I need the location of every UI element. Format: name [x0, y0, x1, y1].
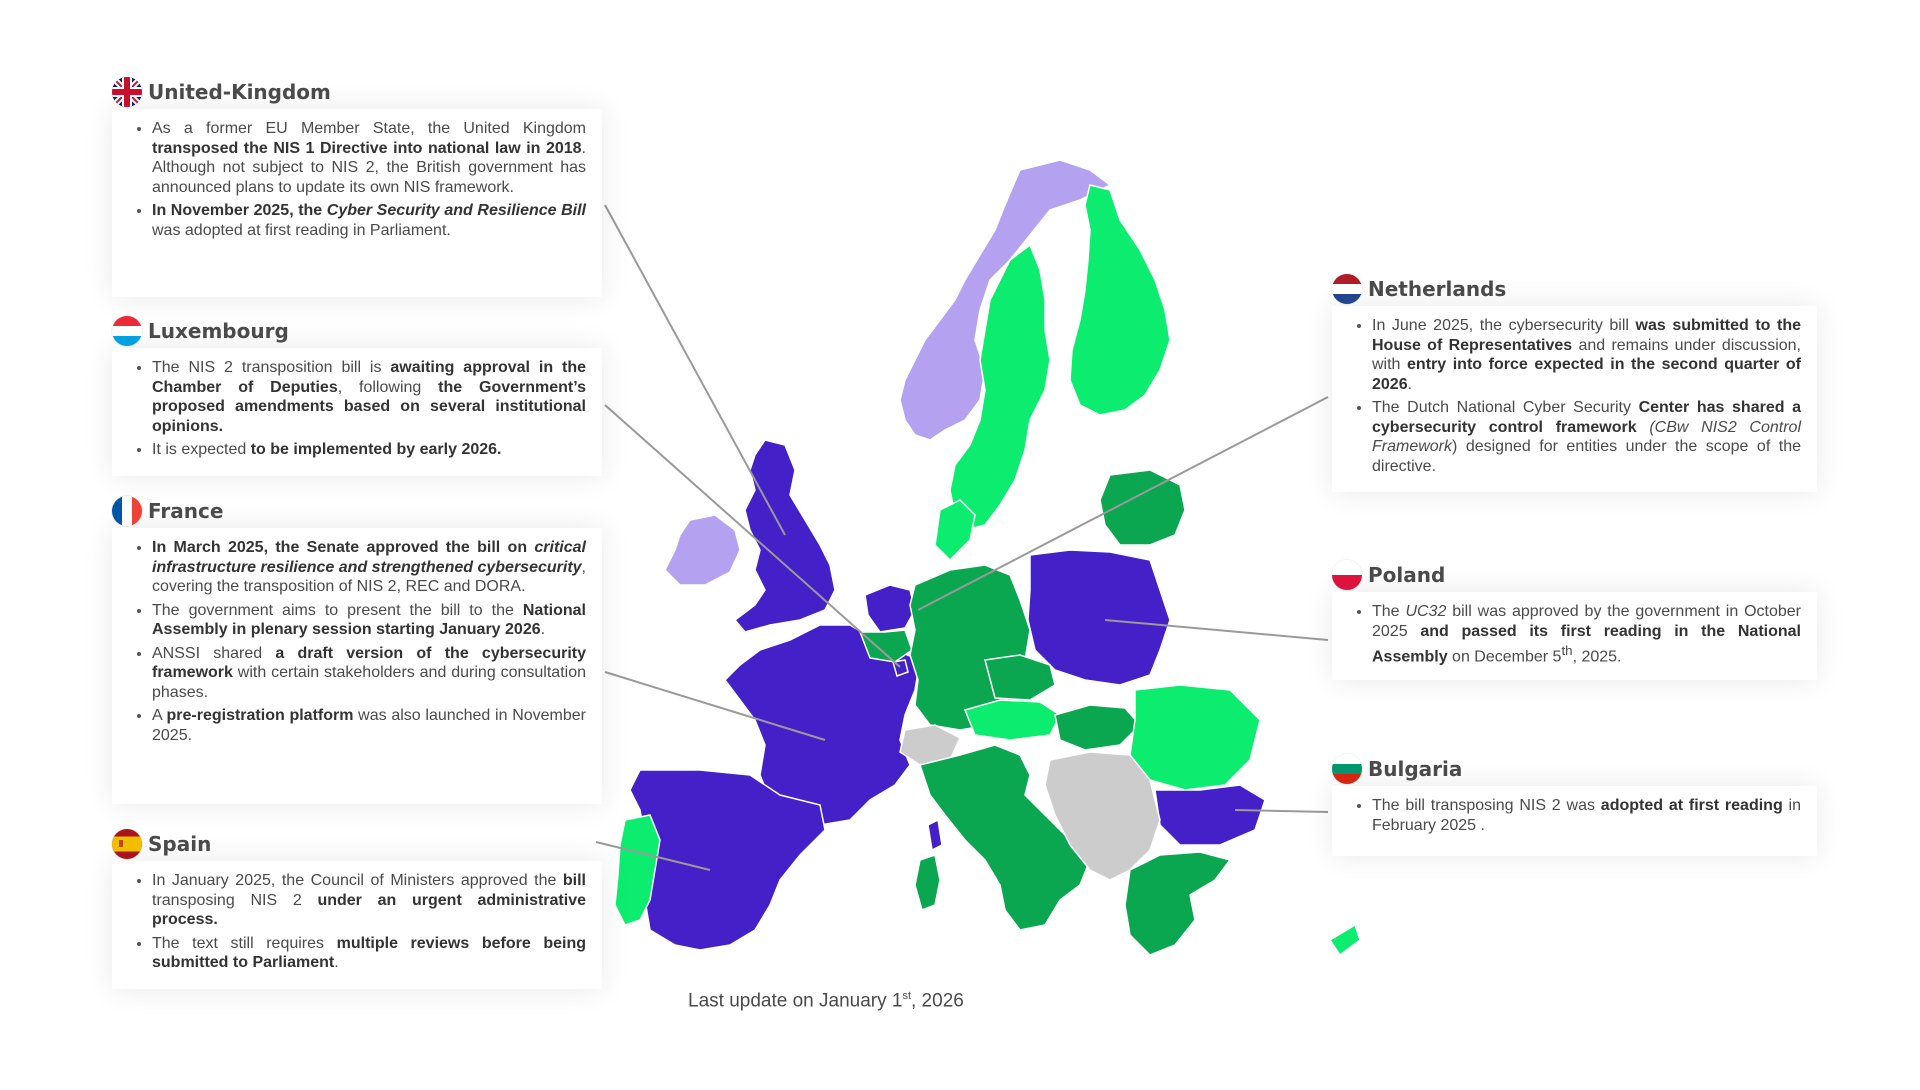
- bullet-text-run: the Government’s proposed amendments based on several institutional opinions.: [152, 378, 587, 435]
- bullet-text-run: , following: [337, 378, 439, 396]
- panel-title: Spain: [148, 832, 212, 856]
- bullet-text-run: awaiting approval in the Chamber of Deputies: [152, 359, 587, 396]
- bullet-item: [152, 440, 586, 460]
- footnote-prefix: Last update on January 1: [688, 990, 903, 1012]
- bullet-text-run: th: [1561, 643, 1573, 658]
- poland-flag-icon: [1332, 560, 1362, 590]
- panel-header: [1332, 558, 1817, 592]
- bullet-item: [152, 538, 586, 597]
- footnote-suffix: , 2026: [911, 990, 964, 1012]
- bullet-text-run: and remains under discussion, with: [1372, 336, 1801, 373]
- panel-header: [112, 75, 602, 109]
- bullet-item: [152, 358, 586, 436]
- bullet-text-run: As a former EU Member State, the United Kingdom: [152, 120, 586, 137]
- bullet-text-run: The bill transposing NIS 2 was: [1372, 797, 1601, 814]
- bullet-text-run: bill was approved by the government in October 2025: [1372, 603, 1802, 640]
- panel-title: Luxembourg: [148, 319, 289, 343]
- panel-card: [1332, 786, 1817, 856]
- bullet-item: [152, 644, 586, 703]
- bullet-text-run: transposed the NIS 1 Directive into national law in 2018: [152, 139, 582, 157]
- bullet-text-run: The: [1372, 603, 1406, 620]
- panel-bulgaria: [1332, 752, 1817, 856]
- panel-header: [112, 314, 602, 348]
- bullet-text-run: . Although not subject to NIS 2, the British government has announced plans to update its own NIS framework.: [152, 139, 586, 196]
- panel-header: [112, 494, 602, 528]
- panel-card: [112, 861, 602, 989]
- bullet-text-run: multiple reviews before being submitted to Parliament: [152, 934, 586, 971]
- bullet-text-run: The Dutch National Cyber Security: [1372, 399, 1639, 416]
- panel-card: [1332, 306, 1817, 492]
- bullet-text-run: to be implemented by early 2026.: [250, 441, 502, 458]
- bullet-item: [152, 934, 586, 973]
- bullet-text-run: The government aims to present the bill to the: [152, 601, 523, 619]
- map-region-cyprus: [1330, 925, 1360, 955]
- map-region-finland: [1070, 185, 1170, 415]
- bullet-item: [152, 601, 586, 640]
- panel-header: [1332, 272, 1817, 306]
- bullet-text-run: a draft version of the cybersecurity framework: [152, 644, 586, 681]
- bullet-text-run: adopted at first reading: [1600, 797, 1783, 814]
- footnote-sup: st: [902, 990, 911, 1002]
- spain-flag-icon: [112, 829, 142, 859]
- map-region-greece: [1125, 852, 1230, 955]
- panel-title: France: [148, 499, 224, 523]
- bullet-text-run: The text still requires: [152, 934, 337, 952]
- bullet-list: [1348, 316, 1801, 476]
- bullet-text-run: In November 2025, the: [152, 202, 327, 219]
- bullet-text-run: .: [334, 954, 339, 971]
- last-update-note: [688, 990, 964, 1012]
- bullet-text-run: [1637, 419, 1650, 436]
- map-region-bulgaria: [1155, 785, 1265, 845]
- bullet-item: [152, 871, 586, 930]
- bullet-text-run: pre-registration platform: [166, 707, 354, 724]
- bullet-item: [1372, 602, 1801, 667]
- bullet-list: [128, 358, 586, 460]
- map-region-austria: [965, 700, 1060, 740]
- bullet-item: [152, 119, 586, 197]
- panel-card: [1332, 592, 1817, 680]
- bullet-text-run: ) designed for entities under the scope of the directive.: [1372, 438, 1801, 475]
- panel-header: [112, 827, 602, 861]
- bullet-item: [1372, 316, 1801, 394]
- panel-title: United-Kingdom: [148, 80, 331, 104]
- bullet-text-run: , covering the transposition of NIS 2, REC and DORA.: [152, 558, 586, 595]
- panel-title: Netherlands: [1368, 277, 1507, 301]
- bullet-text-run: In March 2025, the Senate approved the bill on: [152, 539, 535, 556]
- bullet-text-run: on December 5: [1447, 648, 1562, 666]
- map-region-ireland: [665, 515, 740, 585]
- bullet-list: [1348, 602, 1801, 667]
- bullet-text-run: transposing NIS 2: [152, 891, 318, 909]
- bullet-list: [1348, 796, 1801, 835]
- map-region-czechia: [985, 655, 1055, 700]
- map-regions: [615, 160, 1360, 955]
- bullet-text-run: .: [540, 621, 546, 638]
- panel-france: [112, 494, 602, 804]
- bullet-item: [152, 201, 586, 240]
- bullet-text-run: with certain stakeholders and during consultation phases.: [152, 664, 586, 701]
- panel-card: [112, 528, 602, 804]
- bullet-text-run: critical infrastructure resilience and strengthened cybersecurity: [152, 539, 586, 576]
- map-region-netherlands: [865, 585, 915, 632]
- panel-title: Bulgaria: [1368, 757, 1463, 781]
- panel-luxembourg: [112, 314, 602, 476]
- panel-card: [112, 348, 602, 476]
- bullet-text-run: ANSSI shared: [152, 644, 276, 662]
- bullet-text-run: was adopted at first reading in Parliament.: [152, 221, 451, 239]
- bullet-item: [1372, 796, 1801, 835]
- bullet-text-run: in February 2025 .: [1372, 797, 1801, 834]
- bullet-text-run: and passed its first reading in the National Assembly: [1372, 622, 1801, 666]
- bullet-text-run: was also launched in November 2025.: [152, 707, 587, 744]
- bullet-list: [128, 538, 586, 745]
- panel-spain: [112, 827, 602, 989]
- bullet-text-run: Cyber Security and Resilience Bill: [326, 202, 586, 219]
- map-region-baltics: [1100, 470, 1185, 545]
- bullet-text-run: National Assembly in plenary session starting January 2026: [152, 601, 586, 638]
- bullet-text-run: was submitted to the House of Representatives: [1372, 317, 1801, 354]
- bullet-text-run: (CBw NIS2 Control Framework: [1372, 418, 1802, 455]
- bullet-item: [152, 706, 586, 745]
- bullet-item: [1372, 398, 1801, 476]
- map-region-romania: [1130, 685, 1260, 790]
- panel-title: Poland: [1368, 563, 1446, 587]
- bullet-text-run: A: [152, 707, 167, 724]
- bullet-list: [128, 119, 586, 240]
- panel-header: [1332, 752, 1817, 786]
- map-region-corsica: [928, 820, 942, 850]
- bulgaria-flag-icon: [1332, 754, 1362, 784]
- bullet-text-run: In June 2025, the cybersecurity bill: [1372, 317, 1636, 334]
- bullet-text-run: under an urgent administrative process.: [152, 891, 586, 928]
- bullet-text-run: In January 2025, the Council of Ministers approved the: [152, 872, 563, 889]
- map-region-sardinia: [915, 855, 940, 910]
- bullet-text-run: .: [1407, 375, 1413, 393]
- france-flag-icon: [112, 496, 142, 526]
- bullet-text-run: It is expected: [152, 441, 251, 458]
- bullet-list: [128, 871, 586, 973]
- bullet-text-run: Center has shared a cybersecurity control framework: [1372, 399, 1802, 436]
- bullet-text-run: , 2025.: [1572, 648, 1622, 666]
- bullet-text-run: bill: [562, 872, 586, 889]
- panel-poland: [1332, 558, 1817, 680]
- panel-united-kingdom: [112, 75, 602, 297]
- map-region-hungary: [1055, 705, 1140, 750]
- uk-flag-icon: [112, 77, 142, 107]
- bullet-text-run: entry into force expected in the second quarter of 2026: [1372, 356, 1801, 393]
- panel-card: [112, 109, 602, 297]
- bullet-text-run: The NIS 2 transposition bill is: [152, 359, 391, 376]
- map-region-denmark: [935, 500, 975, 560]
- bullet-text-run: UC32: [1405, 603, 1447, 620]
- panel-netherlands: [1332, 272, 1817, 492]
- luxembourg-flag-icon: [112, 316, 142, 346]
- netherlands-flag-icon: [1332, 274, 1362, 304]
